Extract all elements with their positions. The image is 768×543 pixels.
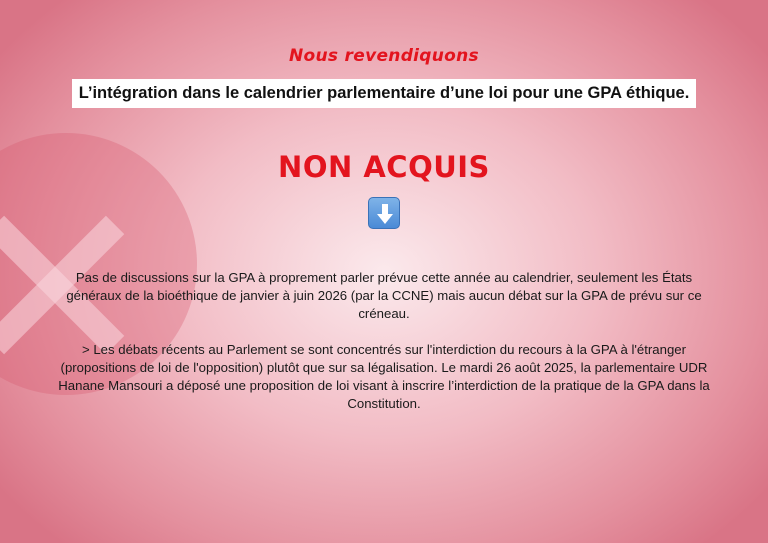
body-text (58, 269, 710, 430)
down-arrow-icon (368, 197, 400, 229)
claim-text: L’intégration dans le calendrier parlementaire d’une loi pour une GPA éthique. (72, 79, 697, 108)
claim-banner (0, 79, 768, 108)
paragraph-debates: > Les débats récents au Parlement se sont concentrés sur l'interdiction du recours à la GPA à l'étranger (propositions de loi de l'opposition) plutôt que sur sa légalisation. Le mardi 26 août 2025, la parlementaire UDR Hanane Mansouri a déposé une proposition de loi visant à inscrire l’interdiction de la pratique de la GPA dans la Constitution. (58, 341, 710, 412)
status-heading: NON ACQUIS (278, 150, 490, 184)
kicker-title: Nous revendiquons (289, 46, 479, 66)
paragraph-calendar: Pas de discussions sur la GPA à proprement parler prévue cette année au calendrier, seulement les États généraux de la bioéthique de janvier à juin 2026 (par la CCNE) mais aucun débat sur la GPA de prévu sur ce créneau. (66, 270, 702, 322)
